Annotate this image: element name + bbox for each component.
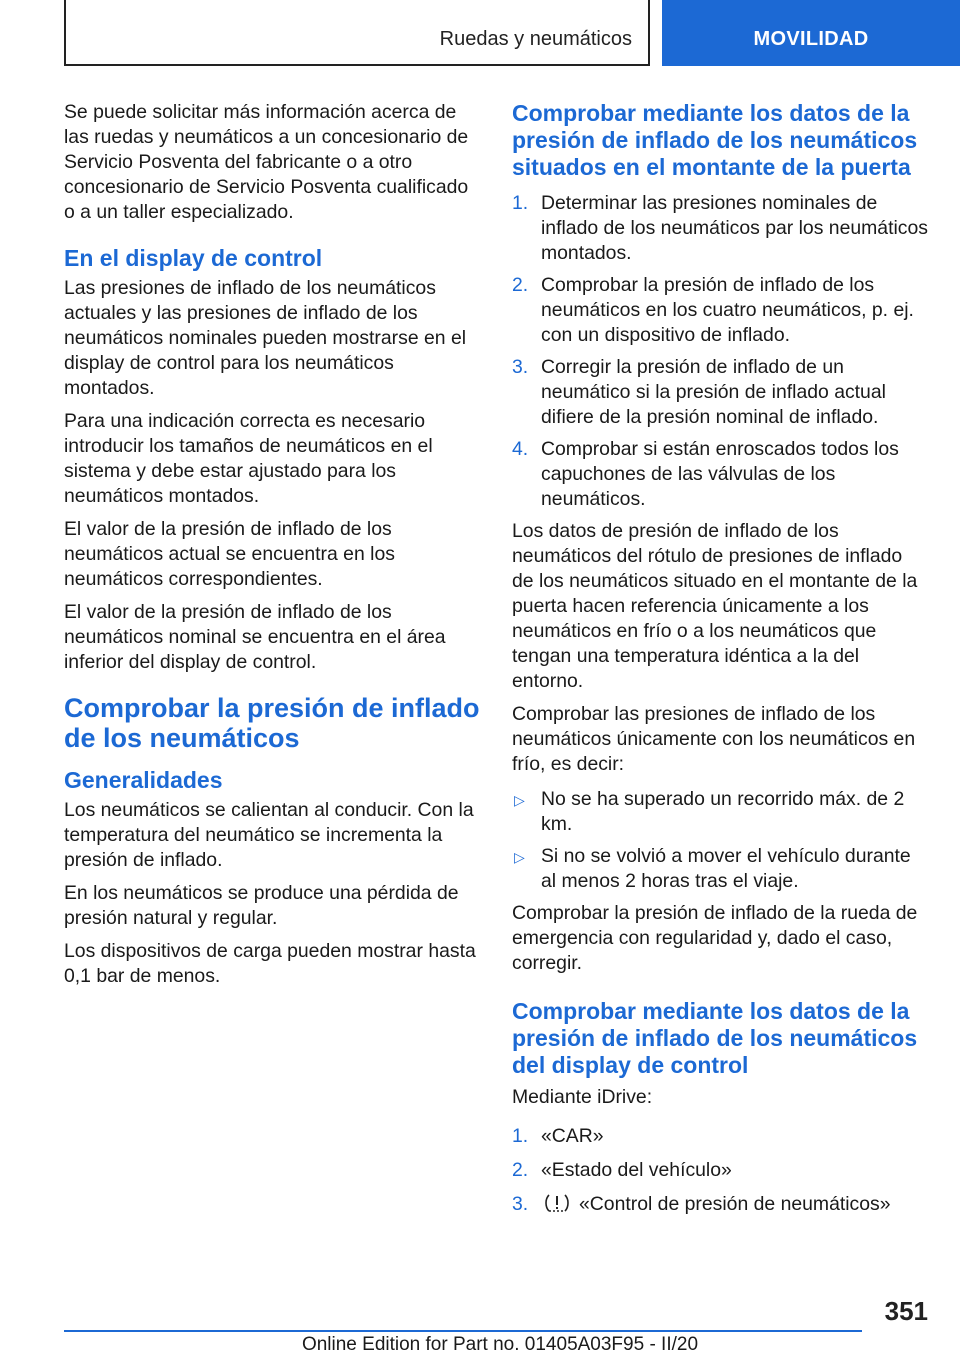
body-paragraph: En los neumáticos se produce una pérdida de presión natural y regular. xyxy=(64,882,459,929)
menu-path-tpms: «Control de presión de neumáticos» xyxy=(579,1193,891,1215)
step-text: Comprobar la presión de inflado de los neumáticos en los cuatro neumáticos, p. ej. con un dispositivo de inflado. xyxy=(541,274,914,346)
left-column xyxy=(64,100,480,997)
triangle-bullet-icon: ▷ xyxy=(514,792,525,808)
step-number: 3. xyxy=(512,356,529,378)
triangle-bullet-icon: ▷ xyxy=(514,849,525,865)
step-number: 4. xyxy=(512,438,529,460)
list-item xyxy=(512,273,928,348)
list-item xyxy=(512,1158,928,1183)
general-heading: Generalidades xyxy=(64,767,223,793)
step-text: Corregir la presión de inflado de un neumático si la presión de inflado actual difiere de la presión nominal de inflado. xyxy=(541,356,886,428)
step-text: Determinar las presiones nominales de inflado de los neumáticos par los neumáticos montados. xyxy=(541,192,928,264)
bullet-text: No se ha superado un recorrido máx. de 2 km. xyxy=(541,788,905,835)
door-steps-list xyxy=(512,191,928,512)
menu-path-car: «CAR» xyxy=(541,1125,604,1147)
page-number: 351 xyxy=(884,1296,928,1326)
intro-paragraph: Se puede solicitar más información acerca de las ruedas y neumáticos a un concesionario de Servicio Posventa del fabricante o a otro concesionario de Servicio Posventa cualificado o a un taller especializado. xyxy=(64,101,469,223)
footer-divider xyxy=(64,1330,862,1332)
list-item xyxy=(512,844,928,894)
tpms-warning-icon xyxy=(543,1193,571,1213)
right-column xyxy=(512,100,928,1226)
header-frame xyxy=(64,0,650,66)
body-paragraph: Comprobar la presión de inflado de la rueda de emergencia con regularidad y, dado el caso, corregir. xyxy=(512,902,918,974)
body-paragraph: El valor de la presión de inflado de los neumáticos actual se encuentra en los neumáticos correspondientes. xyxy=(64,518,395,590)
list-item xyxy=(512,787,928,837)
display-control-heading: En el display de control xyxy=(64,245,323,271)
header-section-title: Ruedas y neumáticos xyxy=(439,28,632,50)
step-text: Comprobar si están enroscados todos los capuchones de las válvulas de los neumáticos. xyxy=(541,438,899,510)
list-item xyxy=(512,355,928,430)
idrive-steps-list xyxy=(512,1124,928,1217)
menu-path-vehicle-status: «Estado del vehículo» xyxy=(541,1159,732,1181)
body-paragraph: Mediante iDrive: xyxy=(512,1086,653,1108)
step-number: 3. xyxy=(512,1193,529,1215)
display-check-heading: Comprobar mediante los datos de la presión de inflado de los neumáticos del display de control xyxy=(512,998,918,1078)
body-paragraph: Las presiones de inflado de los neumáticos actuales y las presiones de inflado de los neumáticos nominales pueden mostrarse en el display de control para los neumáticos montados. xyxy=(64,277,467,399)
cold-conditions-list xyxy=(512,787,928,894)
body-paragraph: Los neumáticos se calientan al conducir. Con la temperatura del neumático se incrementa la presión de inflado. xyxy=(64,799,474,871)
list-item xyxy=(512,191,928,266)
footer-edition: Online Edition for Part no. 01405A03F95 - II/20 xyxy=(301,1334,699,1355)
check-pressure-heading: Comprobar la presión de inflado de los neumáticos xyxy=(64,693,480,753)
step-number: 2. xyxy=(512,1159,529,1181)
body-paragraph: Los dispositivos de carga pueden mostrar hasta 0,1 bar de menos. xyxy=(64,940,476,987)
list-item xyxy=(512,1124,928,1149)
list-item xyxy=(512,1192,928,1217)
body-paragraph: Los datos de presión de inflado de los neumáticos del rótulo de presiones de inflado de los neumáticos situado en el montante de la puerta hacen referencia únicamente a los neumáticos en frío o a los neumáticos que tengan una temperatura idéntica a la del entorno. xyxy=(512,520,918,692)
body-paragraph: Comprobar las presiones de inflado de los neumáticos únicamente con los neumáticos en frío, es decir: xyxy=(512,703,916,775)
step-number: 2. xyxy=(512,274,529,296)
bullet-text: Si no se volvió a mover el vehículo durante al menos 2 horas tras el viaje. xyxy=(541,845,911,892)
header-chapter-tab[interactable]: MOVILIDAD xyxy=(662,0,960,66)
list-item xyxy=(512,437,928,512)
body-paragraph: Para una indicación correcta es necesario introducir los tamaños de neumáticos en el sistema y debe estar ajustado para los neumáticos montados. xyxy=(64,410,433,507)
step-number: 1. xyxy=(512,1125,529,1147)
body-paragraph: El valor de la presión de inflado de los neumáticos nominal se encuentra en el área inferior del display de control. xyxy=(64,601,446,673)
step-number: 1. xyxy=(512,192,529,214)
door-pillar-heading: Comprobar mediante los datos de la presión de inflado de los neumáticos situados en el montante de la puerta xyxy=(512,100,918,180)
